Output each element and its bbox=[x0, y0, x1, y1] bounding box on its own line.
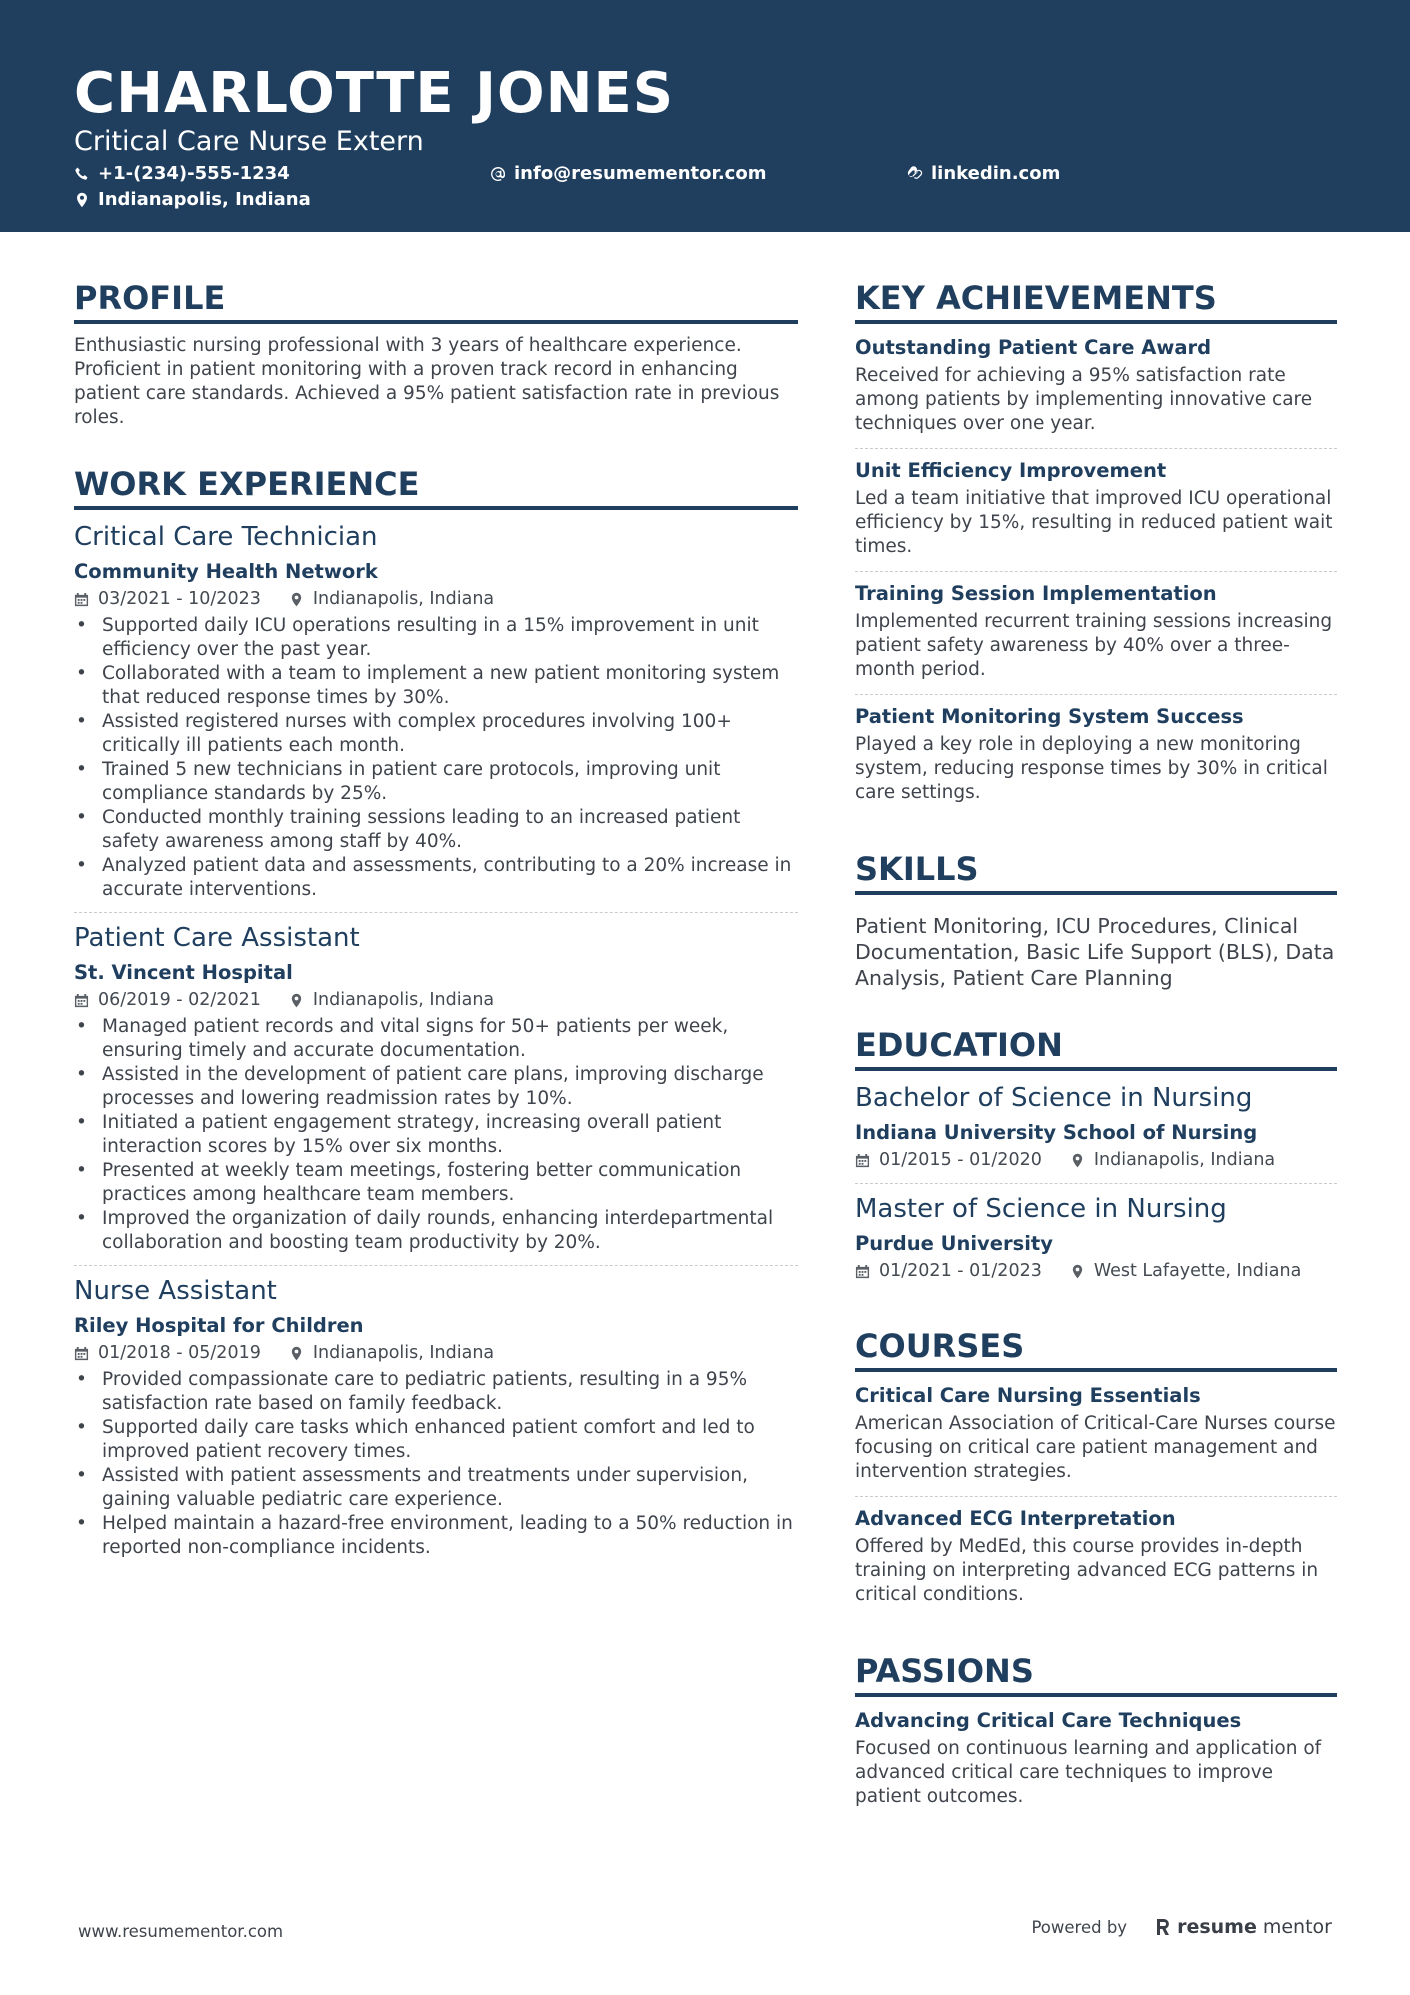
passion-desc: Focused on continuous learning and application of advanced critical care techniques to improve patient outcomes. bbox=[855, 1738, 1322, 1807]
calendar-icon bbox=[855, 1153, 870, 1168]
course-item bbox=[855, 1505, 1337, 1617]
achievement-item bbox=[855, 457, 1337, 569]
achievement-title: Training Session Implementation bbox=[855, 582, 1217, 605]
location-pin-icon bbox=[1070, 1153, 1085, 1168]
course-desc: Offered by MedEd, this course provides in-depth training on interpreting advanced ECG patterns in critical conditions. bbox=[855, 1536, 1319, 1605]
company-name: Community Health Network bbox=[74, 560, 378, 583]
section-title: SKILLS bbox=[855, 849, 1337, 895]
achievement-item bbox=[855, 703, 1337, 815]
entry-divider bbox=[74, 1265, 798, 1266]
left-column bbox=[74, 278, 798, 1602]
footer-website[interactable]: www.resumementor.com bbox=[78, 1922, 284, 1941]
bullet-item: • Improved the organization of daily rounds, enhancing interdepartmental collaboration and boosting team productivity by 20%. bbox=[74, 1207, 798, 1255]
profile-section bbox=[74, 278, 798, 430]
bullet-item: • Assisted in the development of patient care plans, improving discharge processes and lowering readmission rates by 10%. bbox=[74, 1063, 798, 1111]
email-link[interactable]: info@resumementor.com bbox=[514, 163, 767, 184]
section-title: PASSIONS bbox=[855, 1651, 1337, 1697]
section-title: WORK EXPERIENCE bbox=[74, 464, 798, 510]
phone-text: +1-(234)-555-1234 bbox=[98, 163, 290, 184]
bullet-item: • Conducted monthly training sessions leading to an increased patient safety awareness among staff by 40%. bbox=[74, 806, 798, 854]
powered-by-label: Powered by bbox=[1031, 1917, 1128, 1937]
job-bullets bbox=[74, 614, 798, 902]
location-text: Indianapolis, Indiana bbox=[98, 189, 311, 210]
education-location: Indianapolis, Indiana bbox=[1093, 1150, 1276, 1170]
job-meta bbox=[74, 586, 798, 612]
location-pin-icon bbox=[289, 993, 304, 1008]
location-pin-icon bbox=[1070, 1264, 1085, 1279]
achievement-desc: Implemented recurrent training sessions increasing patient safety awareness by 40% over a three-month period. bbox=[855, 611, 1333, 680]
bullet-item: • Trained 5 new technicians in patient care protocols, improving unit compliance standards by 25%. bbox=[74, 758, 798, 806]
bullet-item: • Helped maintain a hazard-free environment, leading to a 50% reduction in reported non-compliance incidents. bbox=[74, 1512, 798, 1560]
achievement-desc: Led a team initiative that improved ICU operational efficiency by 15%, resulting in reduced patient wait times. bbox=[855, 488, 1333, 557]
school-name: Purdue University bbox=[855, 1232, 1053, 1255]
job-dates: 06/2019 - 02/2021 bbox=[98, 990, 261, 1010]
section-title: COURSES bbox=[855, 1326, 1337, 1372]
achievement-item bbox=[855, 334, 1337, 446]
job-title: Patient Care Assistant bbox=[74, 923, 360, 953]
brand-logo[interactable] bbox=[1155, 1916, 1332, 1938]
right-column bbox=[855, 278, 1337, 1853]
experience-section bbox=[74, 464, 798, 1568]
education-entry bbox=[855, 1192, 1337, 1292]
degree-title: Master of Science in Nursing bbox=[855, 1194, 1227, 1224]
candidate-role: Critical Care Nurse Extern bbox=[74, 126, 424, 157]
resume-header bbox=[0, 0, 1410, 232]
job-dates: 01/2018 - 05/2019 bbox=[98, 1343, 261, 1363]
skills-section bbox=[855, 849, 1337, 991]
course-title: Advanced ECG Interpretation bbox=[855, 1507, 1176, 1530]
passions-section bbox=[855, 1651, 1337, 1819]
bullet-item: • Initiated a patient engagement strategy, increasing overall patient interaction scores by 15% over six months. bbox=[74, 1111, 798, 1159]
course-item bbox=[855, 1382, 1337, 1494]
bullet-item: • Presented at weekly team meetings, fostering better communication practices among healthcare team members. bbox=[74, 1159, 798, 1207]
education-location: West Lafayette, Indiana bbox=[1093, 1261, 1302, 1281]
education-dates: 01/2015 - 01/2020 bbox=[879, 1150, 1042, 1170]
contact-location bbox=[74, 188, 311, 212]
education-entry bbox=[855, 1081, 1337, 1181]
job-entry bbox=[74, 520, 798, 910]
candidate-name: CHARLOTTE JONES bbox=[74, 61, 675, 126]
job-entry bbox=[74, 1274, 798, 1568]
job-meta bbox=[74, 987, 798, 1013]
bullet-item: • Supported daily care tasks which enhanced patient comfort and led to improved patient recovery times. bbox=[74, 1416, 798, 1464]
passion-title: Advancing Critical Care Techniques bbox=[855, 1709, 1242, 1732]
job-title: Nurse Assistant bbox=[74, 1276, 277, 1306]
bullet-item: • Analyzed patient data and assessments, contributing to a 20% increase in accurate interventions. bbox=[74, 854, 798, 902]
course-title: Critical Care Nursing Essentials bbox=[855, 1384, 1201, 1407]
company-name: Riley Hospital for Children bbox=[74, 1314, 364, 1337]
achievement-desc: Played a key role in deploying a new monitoring system, reducing response times by 30% in critical care settings. bbox=[855, 734, 1328, 803]
entry-divider bbox=[855, 694, 1337, 695]
section-title: PROFILE bbox=[74, 278, 798, 324]
bullet-item: • Assisted with patient assessments and treatments under supervision, gaining valuable pediatric care experience. bbox=[74, 1464, 798, 1512]
phone-icon bbox=[74, 166, 90, 182]
calendar-icon bbox=[855, 1264, 870, 1279]
job-location: Indianapolis, Indiana bbox=[312, 589, 495, 609]
achievements-section bbox=[855, 278, 1337, 815]
section-title: KEY ACHIEVEMENTS bbox=[855, 278, 1337, 324]
linkedin-link[interactable]: linkedin.com bbox=[931, 163, 1061, 184]
achievement-title: Unit Efficiency Improvement bbox=[855, 459, 1167, 482]
contact-linkedin[interactable] bbox=[907, 162, 1060, 186]
achievement-item bbox=[855, 580, 1337, 692]
company-name: St. Vincent Hospital bbox=[74, 961, 293, 984]
achievement-desc: Received for achieving a 95% satisfaction rate among patients by implementing innovative care techniques over one year. bbox=[855, 365, 1313, 434]
bullet-item: • Provided compassionate care to pediatric patients, resulting in a 95% satisfaction rate based on family feedback. bbox=[74, 1368, 798, 1416]
courses-section bbox=[855, 1326, 1337, 1617]
link-icon bbox=[907, 166, 923, 182]
achievement-title: Patient Monitoring System Success bbox=[855, 705, 1244, 728]
entry-divider bbox=[855, 1183, 1337, 1184]
education-meta bbox=[855, 1258, 1337, 1284]
calendar-icon bbox=[74, 993, 89, 1008]
location-pin-icon bbox=[289, 1346, 304, 1361]
job-location: Indianapolis, Indiana bbox=[312, 990, 495, 1010]
entry-divider bbox=[74, 912, 798, 913]
at-icon bbox=[490, 166, 506, 182]
footer-branding bbox=[1031, 1916, 1332, 1938]
calendar-icon bbox=[74, 1346, 89, 1361]
bullet-item: • Collaborated with a team to implement a new patient monitoring system that reduced response times by 30%. bbox=[74, 662, 798, 710]
bullet-item: • Managed patient records and vital signs for 50+ patients per week, ensuring timely and accurate documentation. bbox=[74, 1015, 798, 1063]
achievement-title: Outstanding Patient Care Award bbox=[855, 336, 1212, 359]
job-dates: 03/2021 - 10/2023 bbox=[98, 589, 261, 609]
degree-title: Bachelor of Science in Nursing bbox=[855, 1083, 1253, 1113]
job-location: Indianapolis, Indiana bbox=[312, 1343, 495, 1363]
brand-name-bold: resume bbox=[1177, 1916, 1257, 1938]
job-entry bbox=[74, 921, 798, 1263]
contact-email[interactable] bbox=[490, 162, 766, 186]
education-dates: 01/2021 - 01/2023 bbox=[879, 1261, 1042, 1281]
job-meta bbox=[74, 1340, 798, 1366]
location-pin-icon bbox=[289, 592, 304, 607]
school-name: Indiana University School of Nursing bbox=[855, 1121, 1258, 1144]
entry-divider bbox=[855, 448, 1337, 449]
brand-name-light: mentor bbox=[1262, 1916, 1332, 1938]
profile-summary: Enthusiastic nursing professional with 3 years of healthcare experience. Proficient in patient monitoring with a proven track record in enhancing patient care standards. Achieved a 95% patient satisfaction rate in previous roles. bbox=[74, 335, 780, 428]
contact-phone bbox=[74, 162, 290, 186]
skills-list: Patient Monitoring, ICU Procedures, Clinical Documentation, Basic Life Support (BLS), Data Analysis, Patient Care Planning bbox=[855, 914, 1335, 990]
section-title: EDUCATION bbox=[855, 1025, 1337, 1071]
brand-logo-icon bbox=[1155, 1918, 1171, 1936]
entry-divider bbox=[855, 1496, 1337, 1497]
entry-divider bbox=[855, 571, 1337, 572]
bullet-item: • Assisted registered nurses with complex procedures involving 100+ critically ill patients each month. bbox=[74, 710, 798, 758]
job-bullets bbox=[74, 1015, 798, 1255]
course-desc: American Association of Critical-Care Nurses course focusing on critical care patient management and intervention strategies. bbox=[855, 1413, 1336, 1482]
bullet-item: • Supported daily ICU operations resulting in a 15% improvement in unit efficiency over the past year. bbox=[74, 614, 798, 662]
calendar-icon bbox=[74, 592, 89, 607]
education-meta bbox=[855, 1147, 1337, 1173]
job-title: Critical Care Technician bbox=[74, 522, 378, 552]
education-section bbox=[855, 1025, 1337, 1292]
passion-item bbox=[855, 1707, 1337, 1819]
job-bullets bbox=[74, 1368, 798, 1560]
location-pin-icon bbox=[74, 192, 90, 208]
